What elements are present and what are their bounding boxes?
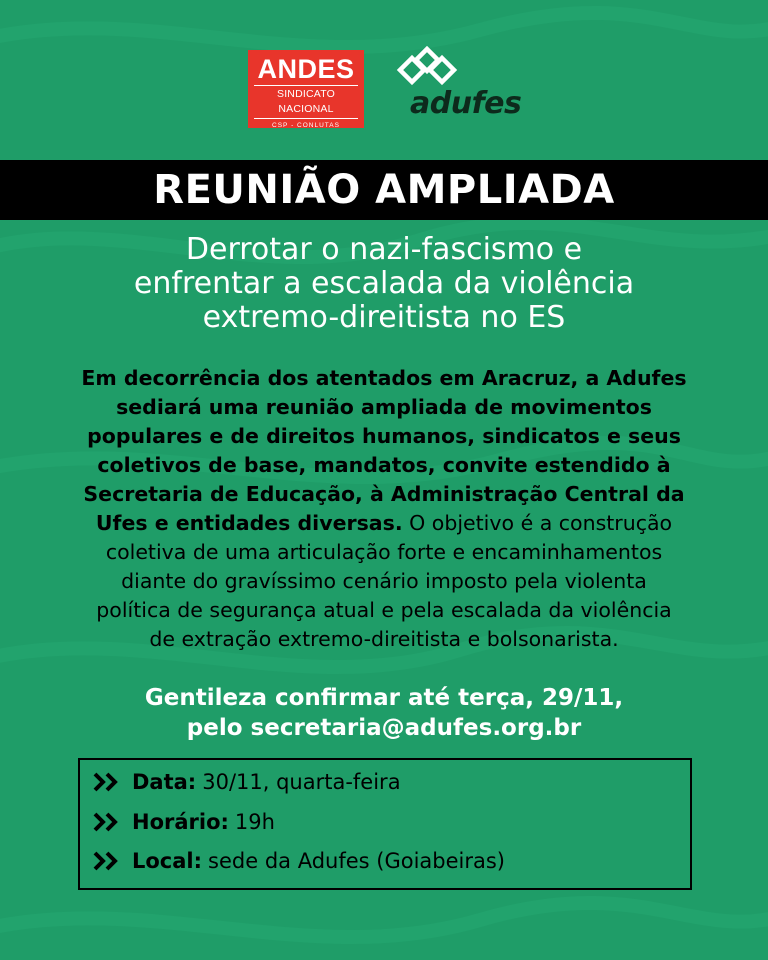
- andes-logo-title: ANDES: [257, 54, 355, 84]
- andes-logo-tagline: CSP - CONLUTAS: [272, 122, 340, 129]
- body-paragraph: [30, 364, 738, 654]
- confirmation-note: [40, 683, 728, 743]
- subtitle: [40, 233, 728, 335]
- body-line-bold-part: Ufes e entidades diversas.: [95, 511, 403, 535]
- adufes-logo-text: adufes: [410, 86, 522, 121]
- detail-value: 30/11, quarta-feira: [202, 770, 401, 794]
- confirmation-email-line: pelo secretaria@adufes.org.br: [186, 715, 582, 741]
- detail-label: Data:: [132, 770, 197, 794]
- double-chevron-icon: [92, 811, 122, 833]
- detail-label: Local:: [132, 849, 203, 873]
- detail-value: sede da Adufes (Goiabeiras): [208, 849, 505, 873]
- body-line: Secretaria de Educação, à Administração Central da: [83, 482, 685, 506]
- double-chevron-icon: [92, 850, 122, 872]
- confirmation-line: Gentileza confirmar até terça, 29/11,: [144, 685, 624, 711]
- subtitle-line: extremo-direitista no ES: [202, 300, 566, 335]
- body-line: populares e de direitos humanos, sindicatos e seus: [87, 424, 681, 448]
- body-line-regular-part: O objetivo é a construção: [402, 511, 673, 535]
- body-line: sediará uma reunião ampliada de movimentos: [116, 395, 652, 419]
- detail-row-time: [92, 807, 275, 837]
- subtitle-line: Derrotar o nazi-fascismo e: [185, 232, 583, 267]
- andes-logo: [248, 50, 364, 128]
- detail-value: 19h: [234, 810, 275, 834]
- detail-label: Horário:: [132, 810, 229, 834]
- body-line: Em decorrência dos atentados em Aracruz, a Adufes: [81, 366, 687, 390]
- page-title: REUNIÃO AMPLIADA: [0, 160, 768, 220]
- body-line: política de segurança atual e pela escalada da violência: [96, 598, 672, 622]
- detail-row-date: [92, 767, 401, 797]
- subtitle-line: enfrentar a escalada da violência: [133, 266, 635, 301]
- double-chevron-icon: [92, 771, 122, 793]
- body-line: coletiva de uma articulação forte e encaminhamentos: [105, 540, 663, 564]
- body-line: de extração extremo-direitista e bolsonarista.: [149, 627, 619, 651]
- detail-row-location: [92, 846, 505, 876]
- andes-logo-subtitle: SINDICATO NACIONAL: [276, 88, 335, 115]
- body-line: diante do gravíssimo cenário imposto pela violenta: [121, 569, 647, 593]
- body-line: coletivos de base, mandatos, convite estendido à: [97, 453, 671, 477]
